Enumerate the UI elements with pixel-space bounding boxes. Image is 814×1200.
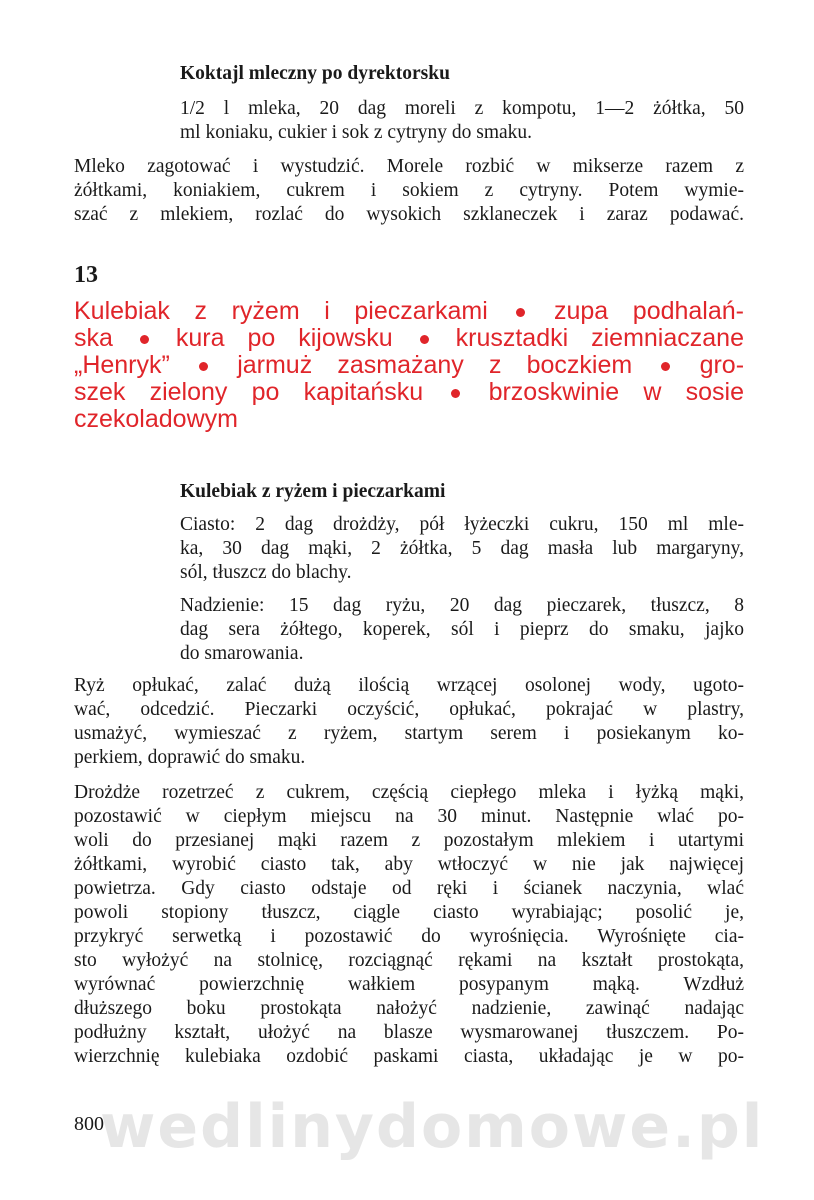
page-number: 800 xyxy=(74,1113,104,1135)
method-line: szać z mlekiem, rozlać do wysokich szklaneczek i zaraz podawać. xyxy=(74,204,744,225)
menu-line xyxy=(74,325,744,352)
menu-line xyxy=(74,379,744,406)
ingredients-line: ka, 30 dag mąki, 2 żółtka, 5 dag masła lub margaryny, xyxy=(180,538,744,559)
menu-line xyxy=(74,352,744,379)
bullet-icon xyxy=(451,389,460,398)
bullet-icon xyxy=(420,335,429,344)
bullet-icon xyxy=(140,335,149,344)
method-line: wać, odcedzić. Pieczarki oczyścić, opłukać, pokrajać w plastry, xyxy=(74,699,744,720)
menu-dish: „Henryk” xyxy=(74,351,170,379)
ingredients-dough xyxy=(180,513,744,585)
ingredients-line: Nadzienie: 15 dag ryżu, 20 dag pieczarek, tłuszcz, 8 xyxy=(180,595,744,616)
method-line: przykryć serwetką i pozostawić do wyrośnięcia. Wyrośnięte cia- xyxy=(74,926,744,947)
method-line: wyrównać powierzchnię wałkiem posypanym mąką. Wzdłuż xyxy=(74,974,744,995)
ingredients-line: ml koniaku, cukier i sok z cytryny do smaku. xyxy=(180,122,533,143)
method-line: woli do przesianej mąki razem z pozostałym mlekiem i utartymi xyxy=(74,830,744,851)
menu-dish: gro- xyxy=(699,351,745,379)
bullet-icon xyxy=(199,362,208,371)
method-line: Mleko zagotować i wystudzić. Morele rozbić w mikserze razem z xyxy=(74,156,744,177)
bullet-icon xyxy=(661,362,670,371)
ingredients-line: sól, tłuszcz do blachy. xyxy=(180,562,352,583)
ingredients-line: do smarowania. xyxy=(180,643,304,664)
method-line: powietrza. Gdy ciasto odstaje od ręki i ścianek naczynia, wlać xyxy=(74,878,744,899)
menu-dish: kura po kijowsku xyxy=(175,324,393,352)
ingredients-koktajl xyxy=(180,97,744,145)
chapter-menu xyxy=(74,298,744,433)
method-line: podłużny kształt, ułożyć na blasze wysmarowanej tłuszczem. Po- xyxy=(74,1022,744,1043)
method-filling xyxy=(74,674,744,770)
recipe-title-koktajl: Koktajl mleczny po dyrektorsku xyxy=(180,63,450,84)
method-line: dłuższego boku prostokąta nałożyć nadzienie, zawinąć nadając xyxy=(74,998,744,1019)
bullet-icon xyxy=(516,308,525,317)
menu-dish: szek zielony po kapitańsku xyxy=(74,378,424,406)
menu-dish: ska xyxy=(74,324,113,352)
menu-line xyxy=(74,298,744,325)
ingredients-line: 1/2 l mleka, 20 dag moreli z kompotu, 1—2 żółtka, 50 xyxy=(180,98,744,119)
method-line: powoli stopiony tłuszcz, ciągle ciasto wyrabiając; posolić je, xyxy=(74,902,744,923)
method-line: sto wyłożyć na stolnicę, rozciągnąć rękami na kształt prostokąta, xyxy=(74,950,744,971)
menu-dish: Kulebiak z ryżem i pieczarkami xyxy=(74,297,488,325)
menu-line xyxy=(74,406,744,433)
method-line: perkiem, doprawić do smaku. xyxy=(74,747,306,768)
chapter-number: 13 xyxy=(74,262,98,288)
menu-dish: brzoskwinie w sosie xyxy=(488,378,744,406)
method-koktajl xyxy=(74,155,744,227)
method-line: żółtkami, koniakiem, cukrem i sokiem z cytryny. Potem wymie- xyxy=(74,180,744,201)
method-line: pozostawić w ciepłym miejscu na 30 minut. Następnie wlać po- xyxy=(74,806,744,827)
method-line: wierzchnię kulebiaka ozdobić paskami ciasta, układając je w po- xyxy=(74,1046,744,1067)
menu-dish: krusztadki ziemniaczane xyxy=(455,324,744,352)
method-line: Drożdże rozetrzeć z cukrem, częścią ciepłego mleka i łyżką mąki, xyxy=(74,782,744,803)
method-dough xyxy=(74,781,744,1069)
ingredients-filling xyxy=(180,594,744,666)
ingredients-line: dag sera żółtego, koperek, sól i pieprz do smaku, jajko xyxy=(180,619,744,640)
menu-dish: czekoladowym xyxy=(74,405,238,433)
method-line: Ryż opłukać, zalać dużą ilością wrzącej osolonej wody, ugoto- xyxy=(74,675,744,696)
menu-dish: zupa podhalań- xyxy=(553,297,744,325)
menu-dish: jarmuż zasmażany z boczkiem xyxy=(237,351,633,379)
ingredients-line: Ciasto: 2 dag drożdży, pół łyżeczki cukru, 150 ml mle- xyxy=(180,514,744,535)
method-line: żółtkami, wyrobić ciasto tak, aby wtłoczyć w nie jak najwięcej xyxy=(74,854,744,875)
recipe-title-kulebiak: Kulebiak z ryżem i pieczarkami xyxy=(180,481,446,502)
watermark: wedlinydomowe.pl xyxy=(100,1092,765,1162)
method-line: usmażyć, wymieszać z ryżem, startym serem i posiekanym ko- xyxy=(74,723,744,744)
